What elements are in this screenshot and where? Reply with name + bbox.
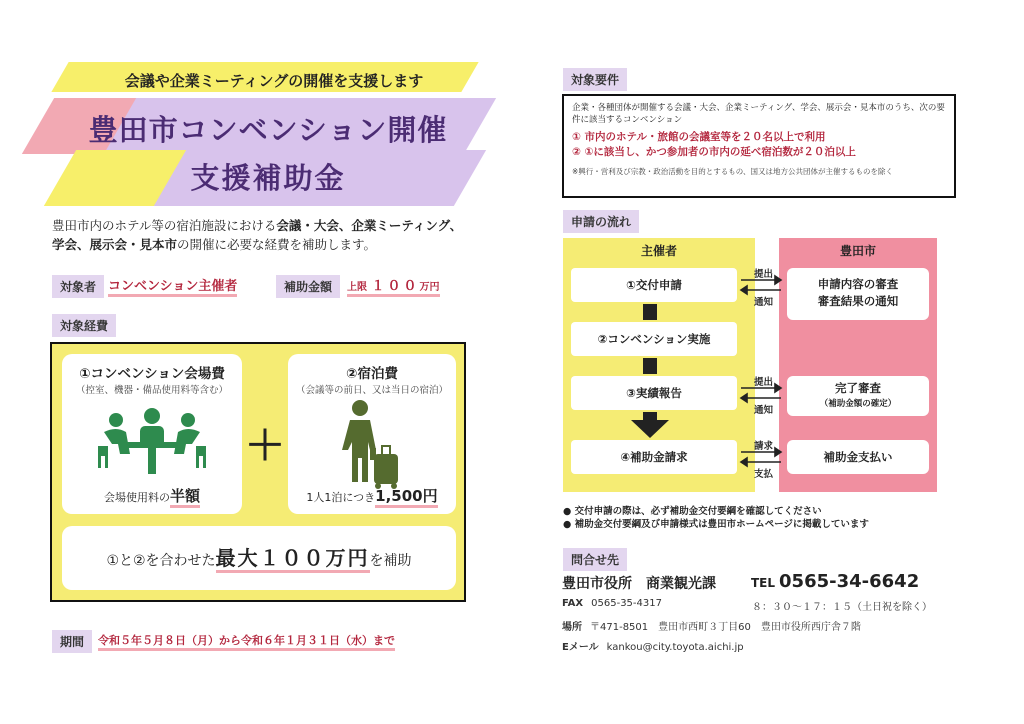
intro-text [52,216,492,254]
venue-note: （控室、機器・備品使用料等含む） [75,385,228,396]
down-arrow-head-icon [631,420,669,438]
subsidy-amount: １００ [371,279,420,294]
contact-fax [562,598,662,609]
period-value: 令和５年５月８日（月）から令和６年１月３１日（水）まで [98,632,395,651]
traveler-icon [338,398,408,490]
contact-label: 問合せ先 [563,548,627,571]
lodging-foot-pre: 1人1泊につき [306,491,376,504]
subsidy-prefix: 上限 [347,282,367,293]
arrow2-back-label: 通知 [754,405,774,416]
venue-foot [62,485,242,506]
city-review-line2: 審査結果の通知 [817,294,899,308]
city-head: 豊田市 [839,244,876,258]
contact-phone [751,571,919,592]
fax-number: 0565-35-4317 [591,598,662,609]
city-review-box [787,268,929,320]
phone-number: 0565-34-6642 [779,571,920,592]
city-completion-box [787,376,929,416]
venue-card [62,354,242,514]
total-bold: 最大１００万円 [216,546,370,573]
flow-note-2: ● 補助金交付要綱及び申請様式は豊田市ホームページに掲載しています [563,519,869,530]
total-banner [62,526,456,590]
intro-line2-bold: 学会、展示会・見本市 [52,237,178,252]
plus-sign: ＋ [245,423,285,469]
intro-line1-pre: 豊田市内のホテル等の宿泊施設における [52,218,277,233]
address-label: 場所 [562,622,582,633]
page-title: 豊田市コンベンション開催 [88,113,448,147]
contact-address [562,618,861,633]
lodging-note: （会議等の前日、又は当日の宿泊） [295,385,448,396]
intro-line2-post: の開催に必要な経費を補助します。 [177,237,377,252]
down-arrow-icon [643,358,657,374]
lodging-foot-bold: 1,500円 [375,487,437,508]
host-head: 主催者 [640,244,677,258]
step-convention: ②コンベンション実施 [571,322,737,356]
contact-email [562,638,744,653]
contact-name: 豊田市役所 商業観光課 [562,576,716,592]
address-value: 〒471-8501 豊田市西町３丁目60 豊田市役所西庁舎７階 [590,622,861,633]
arrow2-out-label: 提出 [754,377,774,388]
arrow1-back-label: 通知 [754,297,774,308]
target-label: 対象者 [52,275,104,298]
expenses-box [50,342,466,602]
subsidy-unit: 万円 [419,282,440,293]
phone-label: TEL [751,576,776,590]
venue-title: ①コンベンション会場費 [79,366,225,382]
requirement-2: ② ①に該当し、かつ参加者の市内の延べ宿泊数が２０泊以上 [572,146,856,158]
step-report: ③実績報告 [571,376,737,410]
city-completion-line2: （補助金額の確定） [819,399,897,409]
page-title-line2: 支援補助金 [190,161,346,195]
requirement-1: ① 市内のホテル・旅館の会議室等を２０名以上で利用 [572,131,826,143]
city-review-line1: 申請内容の審査 [817,277,899,291]
subsidy-label: 補助金額 [276,275,340,298]
down-arrow-icon [643,304,657,320]
email-label: Eメール [562,642,599,653]
arrow3-out-label: 請求 [754,441,774,452]
city-payment-box: 補助金支払い [787,440,929,474]
arrow1-out-label: 提出 [754,269,774,280]
total-post: を補助 [369,553,412,569]
email-value[interactable]: kankou@city.toyota.aichi.jp [606,642,744,653]
total-pre: ①と②を合わせた [106,553,216,569]
lodging-card [288,354,456,514]
city-column [779,238,937,492]
lodging-title: ②宿泊費 [346,366,398,382]
flow-note-1: ● 交付申請の際は、必ず補助金交付要綱を確認してください [563,506,822,517]
intro-line1-bold: 会議・大会、企業ミーティング、 [276,218,463,233]
contact-hours: ８：３０～１７：１５（土日祝を除く） [752,602,932,613]
requirements-label: 対象要件 [563,68,627,91]
expenses-label: 対象経費 [52,314,116,337]
flow-label: 申請の流れ [563,210,639,233]
fax-label: FAX [562,598,584,609]
requirements-intro: 企業・各種団体が開催する会議・大会、企業ミーティング、学会、展示会・見本市のうち、次の要件に該当するコンベンション [572,103,945,125]
venue-foot-bold: 半額 [170,487,200,508]
step-application: ①交付申請 [571,268,737,302]
step-claim: ④補助金請求 [571,440,737,474]
host-column [563,238,755,492]
period-label: 期間 [52,630,92,653]
requirements-note: ※興行・営利及び宗教・政治活動を目的とするもの、国又は地方公共団体が主催するものを除く [572,167,893,176]
target-value: コンベンション主催者 [108,275,237,297]
venue-foot-pre: 会場使用料の [103,491,170,504]
lodging-foot [288,485,456,506]
subsidy-value [347,275,440,297]
arrow3-back-label: 支払 [754,469,774,480]
meeting-icon [92,402,212,482]
hero-subtitle: 会議や企業ミーティングの開催を支援します [124,72,424,90]
requirements-box [562,94,956,198]
city-completion-line1: 完了審査 [835,381,881,395]
flow-notes [563,505,943,531]
